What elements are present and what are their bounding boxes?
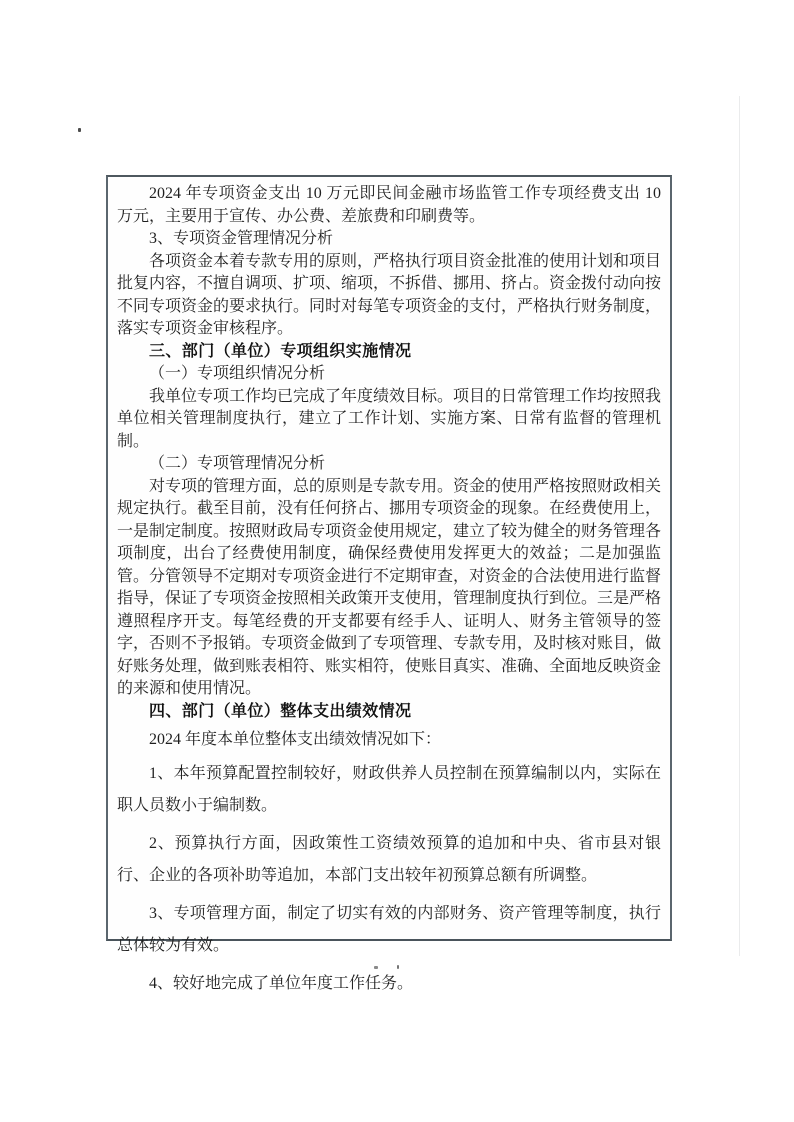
paragraph-fund-management-subtitle: 3、专项资金管理情况分析 bbox=[149, 230, 334, 247]
paragraph-special-fund-expenditure: 2024 年专项资金支出 10 万元即民间金融市场监管工作专项经费支出 10 万元，主要用于宣传、办公费、差旅费和印刷费等。 bbox=[117, 185, 661, 225]
section-heading-three: 三、部门（单位）专项组织实施情况 bbox=[149, 342, 412, 360]
ink-speck bbox=[78, 128, 81, 132]
paragraph-item-3: 3、专项管理方面，制定了切实有效的内部财务、资产管理等制度，执行总体较为有效。 bbox=[117, 904, 661, 954]
paragraph-org-analysis-subtitle: （一）专项组织情况分析 bbox=[149, 365, 326, 382]
section-heading-four: 四、部门（单位）整体支出绩效情况 bbox=[149, 702, 412, 720]
scan-edge-shadow bbox=[739, 96, 740, 956]
paragraph-item-2: 2、预算执行方面，因政策性工资绩效预算的追加和中央、省市县对银行、企业的各项补助等追加，本部门支出较年初预算总额有所调整。 bbox=[117, 834, 661, 884]
document-table-cell bbox=[106, 175, 672, 992]
paragraph-mgmt-analysis-subtitle: （二）专项管理情况分析 bbox=[149, 455, 326, 472]
paragraph-mgmt-analysis: 对专项的管理方面，总的原则是专款专用。资金的使用严格按照财政相关规定执行。截至目前，没有任何挤占、挪用专项资金的现象。在经费使用上，一是制定制度。按照财政局专项资金使用规定，建立了较为健全的财务管理各项制度，出台了经费使用制度，确保经费使用发挥更大的效益；二是加强监管。分管领导不定期对专项资金进行不定期审查，对资金的合法使用进行监督指导，保证了专项资金按照相关政策开支使用，管理制度执行到位。三是严格遵照程序开支。每笔经费的开支都要有经手人、证明人、财务主管领导的签字，否则不予报销。专项资金做到了专项管理、专款专用，及时核对账目，做好账务处理，做到账表相符、账实相符，使账目真实、准确、全面地反映资金的来源和使用情况。 bbox=[117, 477, 662, 697]
paragraph-org-analysis: 我单位专项工作均已完成了年度绩效目标。项目的日常管理工作均按照我单位相关管理制度执行，建立了工作计划、实施方案、日常有监督的管理机制。 bbox=[117, 387, 662, 450]
paragraph-item-4: 4、较好地完成了单位年度工作任务。 bbox=[149, 974, 414, 992]
paragraph-fund-management-analysis: 各项资金本着专款专用的原则，严格执行项目资金批准的使用计划和项目批复内容，不擅自调项、扩项、缩项，不拆借、挪用、挤占。资金拨付动向按不同专项资金的要求执行。同时对每笔专项资金的支付，严格执行财务制度，落实专项资金审核程序。 bbox=[117, 252, 662, 337]
paragraph-overall-intro: 2024 年度本单位整体支出绩效情况如下： bbox=[149, 731, 442, 748]
paragraph-item-1: 1、本年预算配置控制较好，财政供养人员控制在预算编制以内，实际在职人员数小于编制数。 bbox=[117, 764, 661, 814]
